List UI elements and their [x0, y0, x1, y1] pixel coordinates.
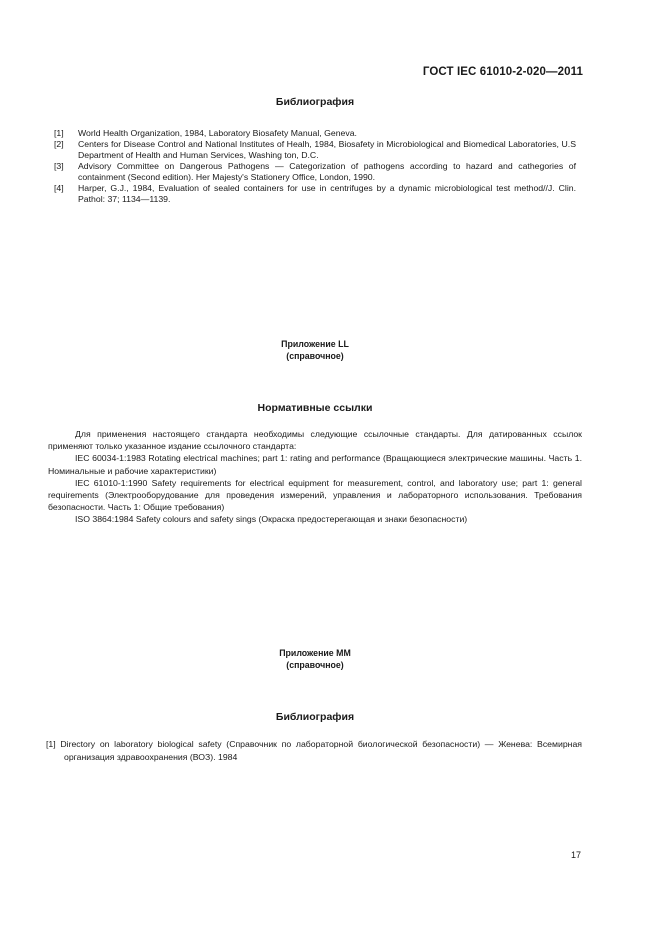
bibliography-list [54, 128, 576, 205]
refs-entry: IEC 61010-1:1990 Safety requirements for electrical equipment for measurement, control, and laboratory use; part 1: general requirements (Электрооборудование для проведения измерений, управления и лабораторного использования. Требования безопасности. Часть 1: Общие требования) [48, 477, 582, 513]
bibliography-item-number: [2] [54, 139, 64, 149]
bibliography-title: Библиография [275, 711, 355, 723]
annex-title: Приложение ММ [279, 648, 351, 658]
page-number: 17 [570, 850, 581, 860]
bibliography-item [54, 183, 576, 205]
document-code: ГОСТ IEC 61010-2-020—2011 [422, 66, 583, 78]
bibliography-item-text: World Health Organization, 1984, Laboratory Biosafety Manual, Geneva. [78, 128, 357, 138]
bibliography-item-number: [1] [54, 128, 64, 138]
annex-subtitle: (справочное) [286, 351, 344, 361]
normative-refs-body [48, 428, 582, 526]
annex-title: Приложение LL [281, 339, 349, 349]
bibliography-item: [1] Directory on laboratory biological safety (Справочник по лабораторной биологической безопасности) — Женева: Всемирная организация здравоохранения (ВОЗ). 1984 [46, 739, 582, 762]
normative-refs-title: Нормативные ссылки [257, 402, 373, 414]
annex-mm-heading [0, 647, 630, 671]
bibliography-title: Библиография [275, 96, 355, 108]
annex-subtitle: (справочное) [286, 660, 344, 670]
bibliography-item-number: [3] [54, 161, 64, 171]
annex-ll-heading [0, 338, 630, 362]
refs-entry: IEC 60034-1:1983 Rotating electrical machines; part 1: rating and performance (Вращающиеся электрические машины. Часть 1. Номинальные и рабочие характеристики) [48, 453, 582, 476]
bibliography-item [54, 139, 576, 161]
bibliography-item [54, 161, 576, 183]
bibliography-item-text: Harper, G.J., 1984, Evaluation of sealed containers for use in centrifuges by a dynamic microbiological test method//J. Clin. Pathol: 37; 1134—1139. [78, 183, 576, 204]
bibliography-item-number: [4] [54, 183, 64, 193]
bibliography-item-text: Centers for Disease Control and National Institutes of Healh, 1984, Biosafety in Microbiological and Biomedical Laboratories, U.S Department of Health and Human Services, Washing ton, D.C. [78, 139, 576, 160]
bibliography-item-text: Advisory Committee on Dangerous Pathogens — Categorization of pathogens according to hazard and cathegories of containment (Second edition). Her Majesty's Stationery Office, London, 1990. [78, 161, 576, 182]
refs-entry: ISO 3864:1984 Safety colours and safety sings (Окраска предостерегающая и знаки безопасности) [75, 514, 468, 525]
bibliography-list [46, 738, 582, 763]
bibliography-item [54, 128, 576, 139]
refs-intro-paragraph: Для применения настоящего стандарта необходимы следующие ссылочные стандарты. Для датированных ссылок применяют только указанное издание ссылочного стандарта: [48, 429, 582, 452]
